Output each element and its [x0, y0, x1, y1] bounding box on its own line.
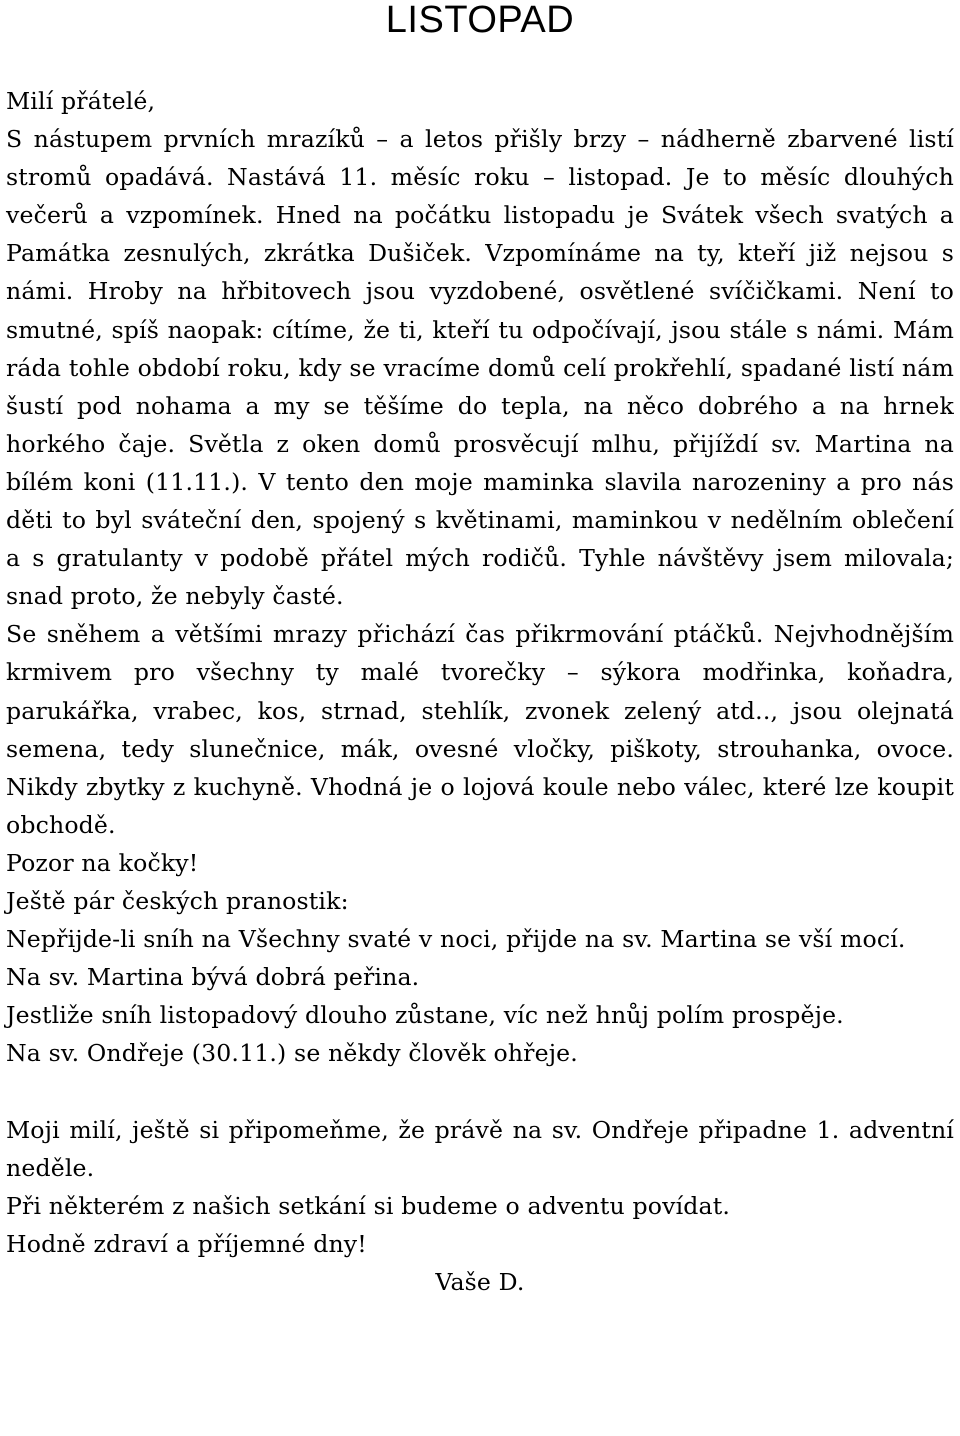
spacer	[6, 1072, 954, 1110]
closing-line: Hodně zdraví a příjemné dny!	[6, 1229, 367, 1258]
page-title: LISTOPAD	[385, 0, 575, 41]
letter-body	[6, 82, 954, 1301]
saying-item: Na sv. Ondřeje (30.11.) se někdy člověk ohřeje.	[6, 1039, 578, 1068]
sayings-heading: Ještě pár českých pranostik:	[6, 886, 349, 915]
closing-line: Při některém z našich setkání si budeme o adventu povídat.	[6, 1191, 731, 1220]
closing-line: Moji milí, ještě si připomeňme, že právě na sv. Ondřeje připadne 1. adventní neděle.	[6, 1115, 954, 1182]
saying-item: Na sv. Martina bývá dobrá peřina.	[6, 963, 420, 992]
saying-item: Jestliže sníh listopadový dlouho zůstane, víc než hnůj polím prospěje.	[6, 1001, 844, 1030]
paragraph-main: S nástupem prvních mrazíků – a letos přišly brzy – nádherně zbarvené listí stromů opadává. Nastává 11. měsíc roku – listopad. Je to měsíc dlouhých večerů a vzpomínek. Hned na počátku listopadu je Svátek všech svatých a Památka zesnulých, zkrátka Dušiček. Vzpomínáme na ty, kteří již nejsou s námi. Hroby na hřbitovech jsou vyzdobené, osvětlené svíčičkami. Není to smutné, spíš naopak: cítíme, že ti, kteří tu odpočívají, jsou stále s námi. Mám ráda tohle období roku, kdy se vracíme domů celí prokřehlí, spadané listí nám šustí pod nohama a my se těšíme do tepla, na něco dobrého a na hrnek horkého čaje. Světla z oken domů prosvěcují mlhu, přijíždí sv. Martina na bílém koni (11.11.). V tento den moje maminka slavila narozeniny a pro nás děti to byl sváteční den, spojený s květinami, maminkou v nedělním oblečení a s gratulanty v podobě přátel mých rodičů. Tyhle návštěvy jsem milovala; snad proto, že nebyly časté.	[6, 125, 954, 611]
greeting: Milí přátelé,	[6, 87, 156, 115]
signature: Vaše D.	[435, 1267, 525, 1296]
warning-text: Pozor na kočky!	[6, 848, 199, 877]
paragraph-birds: Se sněhem a většími mrazy přichází čas přikrmování ptáčků. Nejvhodnějším krmivem pro všechny ty malé tvorečky – sýkora modřinka, koňadra, parukářka, vrabec, kos, strnad, stehlík, zvonek zelený atd.., jsou olejnatá semena, tedy slunečnice, mák, ovesné vločky, piškoty, strouhanka, ovoce. Nikdy zbytky z kuchyně. Vhodná je o lojová koule nebo válec, které lze koupit obchodě.	[6, 620, 954, 839]
saying-item: Nepřijde-li sníh na Všechny svaté v noci, přijde na sv. Martina se vší mocí.	[6, 925, 906, 954]
